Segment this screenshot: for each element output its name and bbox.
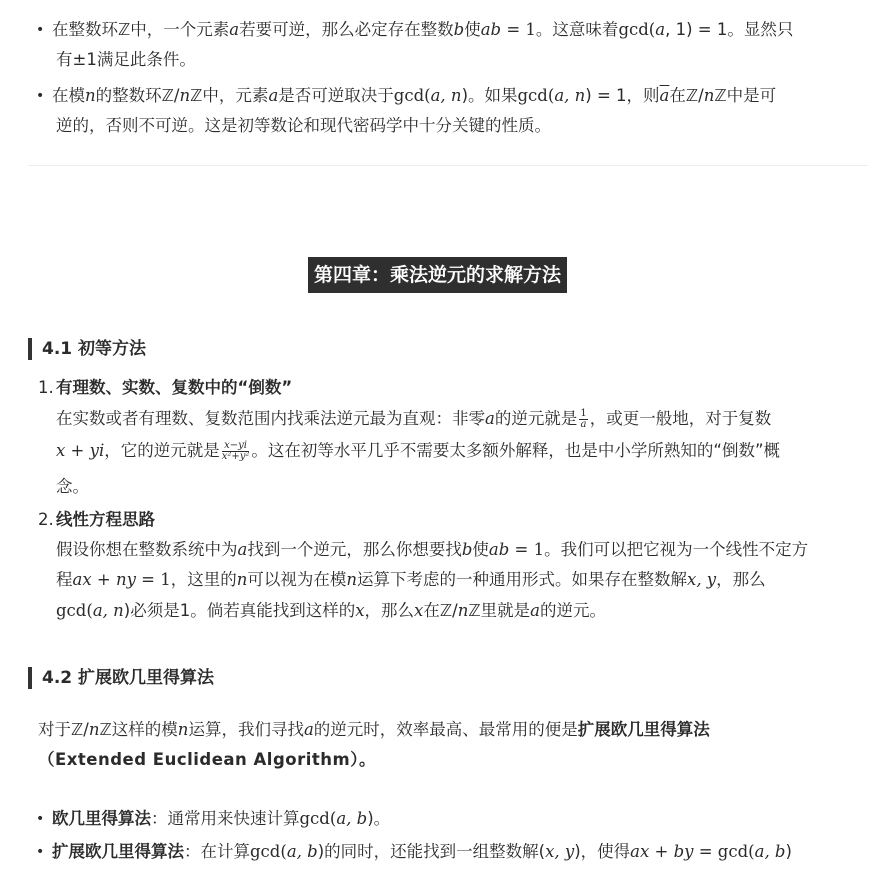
- item2-title: 线性方程思路: [56, 510, 155, 529]
- math-xy: x, y: [687, 570, 717, 589]
- text: 的逆元时，效率最高、最常用的便是: [313, 720, 578, 739]
- text: = 1。我们可以把它视为一个线性不定方: [509, 540, 809, 559]
- text: 找到一个逆元，那么你想要找: [247, 540, 462, 559]
- item2-line2: [56, 566, 766, 594]
- math-expr: ax + by: [630, 842, 694, 861]
- math-x: x: [355, 601, 365, 620]
- fraction-complex-inverse: [222, 441, 250, 462]
- math-gcd: gcd(: [517, 86, 555, 105]
- item1-line3: 念。: [56, 477, 89, 496]
- text: 在ℤ/: [669, 86, 704, 105]
- math-b: b: [453, 20, 465, 39]
- math-a: a: [229, 20, 240, 39]
- math-a: a: [485, 409, 495, 428]
- math-ab: ab: [480, 20, 502, 39]
- item1-line1: [56, 405, 771, 433]
- divider: [28, 165, 868, 166]
- math-n: n: [703, 86, 715, 105]
- math-a: a: [237, 540, 248, 559]
- text: ℤ中是可: [714, 86, 777, 105]
- text: )，使得: [574, 842, 631, 861]
- text: ℤ中，元素: [190, 86, 269, 105]
- math-args: a, b: [336, 809, 368, 828]
- math-n: n: [236, 570, 248, 589]
- section-heading-4-1: 4.1 初等方法: [28, 338, 146, 360]
- math-expr: ax + ny: [72, 570, 136, 589]
- math-gcd: = gcd(: [693, 842, 755, 861]
- text: 假设你想在整数系统中为: [56, 540, 238, 559]
- text: 运算下考虑的一种通用形式。如果存在整数解: [357, 570, 688, 589]
- bullet42-1: [52, 805, 390, 833]
- text: 在模: [52, 86, 85, 105]
- math-gcd: gcd(: [299, 809, 337, 828]
- text: = 1，这里的: [135, 570, 237, 589]
- text: )的同时，还能找到一组整数解(: [317, 842, 546, 861]
- chapter-title: 第四章：乘法逆元的求解方法: [308, 257, 567, 293]
- math-a-bar: $\overline{a}$: [659, 86, 670, 105]
- bullet2-line2: 逆的，否则不可逆。这是初等数论和现代密码学中十分关键的性质。: [56, 116, 551, 135]
- text: ℤ里就是: [468, 601, 531, 620]
- text: 在ℤ/: [423, 601, 458, 620]
- math-args: a, b: [754, 842, 786, 861]
- text: 在整数环ℤ中，一个元素: [52, 20, 230, 39]
- math-n: n: [85, 86, 96, 105]
- text: )。如果: [461, 86, 518, 105]
- text: 可以视为在模: [247, 570, 347, 589]
- section-heading-4-2: 4.2 扩展欧几里得算法: [28, 667, 214, 689]
- math-n: n: [179, 86, 191, 105]
- math-args: a, n: [554, 86, 586, 105]
- math-ab: ab: [488, 540, 510, 559]
- fraction-1-over-a: [579, 409, 587, 430]
- text: ，或更一般地，对于复数: [589, 409, 772, 428]
- text: ，那么: [716, 570, 766, 589]
- math-n: n: [88, 720, 100, 739]
- text: ): [785, 842, 792, 861]
- text: = 1。这意味着: [501, 20, 619, 39]
- list-number: 2.: [38, 510, 54, 529]
- denominator: a: [580, 419, 587, 430]
- numerator: x−yi: [222, 441, 250, 452]
- text: 。这在初等水平几乎不需要太多额外解释，也是中小学所熟知的“倒数”概: [251, 441, 781, 460]
- text: 程: [56, 570, 73, 589]
- text: ℤ这样的模: [99, 720, 178, 739]
- item1-line2: [56, 437, 780, 465]
- para42-line1: [38, 716, 710, 744]
- math-gcd: gcd(: [618, 20, 656, 39]
- math-complex: x + yi: [56, 441, 105, 460]
- text: 的整数环ℤ/: [95, 86, 180, 105]
- math-xy: x, y: [545, 842, 575, 861]
- bullet-dot: •: [36, 22, 45, 38]
- text: 使: [472, 540, 489, 559]
- bullet-dot: •: [36, 88, 45, 104]
- text: )必须是1。倘若真能找到这样的: [123, 601, 356, 620]
- text: )。: [367, 809, 391, 828]
- item1-title: 有理数、实数、复数中的“倒数”: [56, 378, 293, 397]
- math-n: n: [457, 601, 469, 620]
- item2-line3: [56, 597, 606, 625]
- bold-term: 扩展欧几里得算法: [52, 842, 184, 861]
- numerator: 1: [580, 408, 587, 419]
- math-args: a, n: [430, 86, 462, 105]
- text: , 1) = 1。显然只: [665, 20, 794, 39]
- math-args: a, b: [286, 842, 318, 861]
- text: ) = 1，则: [585, 86, 660, 105]
- bullet-dot: •: [36, 811, 45, 827]
- math-a: a: [303, 720, 314, 739]
- bullet42-2: [52, 838, 792, 866]
- item2-line1: [56, 536, 808, 564]
- bullet-dot: •: [36, 844, 45, 860]
- math-gcd: gcd(: [56, 601, 93, 620]
- text: 运算，我们寻找: [188, 720, 304, 739]
- math-args: a, n: [92, 601, 124, 620]
- text: 的逆元。: [539, 601, 606, 620]
- text: 是否可逆取决于: [278, 86, 394, 105]
- bullet1-line1: [52, 16, 793, 44]
- denominator: x²+y²: [221, 451, 250, 462]
- math-gcd: gcd(: [393, 86, 431, 105]
- text: ，那么: [364, 601, 415, 620]
- text: 使: [464, 20, 481, 39]
- text: 若要可逆，那么必定存在整数: [239, 20, 454, 39]
- para42-line2: （Extended Euclidean Algorithm）。: [38, 750, 376, 769]
- math-gcd: gcd(: [250, 842, 287, 861]
- math-a: a: [530, 601, 540, 620]
- text: 在实数或者有理数、复数范围内找乘法逆元最为直观：非零: [56, 409, 485, 428]
- bold-term: 扩展欧几里得算法: [577, 720, 710, 739]
- math-a: a: [268, 86, 279, 105]
- text: 的逆元就是: [494, 409, 578, 428]
- math-a: a: [655, 20, 666, 39]
- list-number: 1.: [38, 378, 54, 397]
- math-b: b: [461, 540, 473, 559]
- text: ：通常用来快速计算: [151, 809, 300, 828]
- math-n: n: [177, 720, 189, 739]
- math-x: x: [414, 601, 424, 620]
- math-n: n: [346, 570, 358, 589]
- bullet1-line2: 有±1满足此条件。: [56, 50, 196, 69]
- bullet2-line1: [52, 82, 776, 110]
- text: ：在计算: [184, 842, 250, 861]
- bold-term: 欧几里得算法: [52, 809, 151, 828]
- text: ，它的逆元就是: [104, 441, 220, 460]
- text: 对于ℤ/: [38, 720, 89, 739]
